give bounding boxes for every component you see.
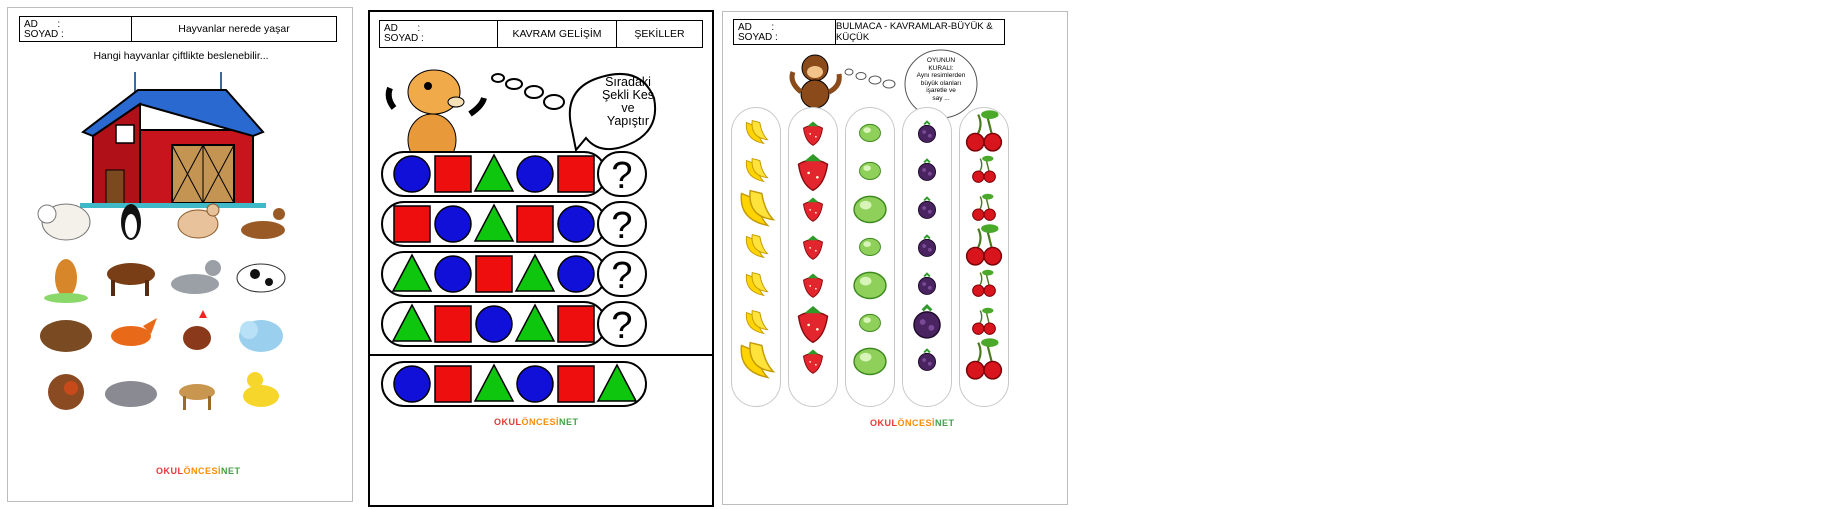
- worksheet-big-small: [722, 11, 1068, 505]
- fruit-column-items: [902, 12, 952, 506]
- answer-row: [382, 362, 646, 406]
- circle-shape: [517, 156, 553, 192]
- bubble-text: Sıradaki Şekli Kes ve Yapıştır: [601, 75, 655, 128]
- sequence-row: [382, 202, 646, 247]
- fruit-columns: [723, 12, 1069, 506]
- blackberry-icon[interactable]: [918, 198, 935, 219]
- sequence-row: [382, 302, 646, 347]
- circle-shape: [394, 366, 430, 402]
- name-label: AD : SOYAD :: [20, 17, 132, 41]
- strawberry-icon[interactable]: [804, 236, 823, 260]
- circle-shape: [435, 206, 471, 242]
- grape-icon[interactable]: [860, 314, 881, 331]
- logo: OKULÖNCESİNET: [156, 466, 241, 476]
- question-mark: ?: [611, 155, 633, 197]
- square-shape: [435, 156, 471, 192]
- question-mark: ?: [611, 255, 633, 297]
- rhino-icon: [105, 381, 157, 407]
- logo: OKULÖNCESİNET: [494, 417, 579, 427]
- shape-sequence-rows: [370, 12, 712, 505]
- answer-divider: [370, 354, 712, 356]
- fox-icon: [111, 318, 157, 346]
- worksheet-title: KAVRAM GELİŞİM: [512, 28, 602, 40]
- hen-icon: [178, 204, 219, 238]
- circle-shape: [558, 206, 594, 242]
- fruit-column-items: [845, 12, 895, 506]
- penguin-icon: [121, 204, 141, 240]
- square-shape: [517, 206, 553, 242]
- banana-icon[interactable]: [746, 273, 767, 296]
- horse-icon: [107, 263, 155, 296]
- elephant-icon: [239, 320, 283, 352]
- sheep-icon: [38, 204, 90, 240]
- kangaroo-icon: [44, 259, 88, 303]
- worksheet-title: Hayvanlar nerede yaşar: [178, 23, 290, 35]
- sequence-row: [382, 152, 646, 197]
- rooster-icon: [183, 310, 211, 350]
- bear-icon: [40, 320, 92, 352]
- cherry-icon[interactable]: [967, 110, 1002, 151]
- deer-icon: [241, 208, 285, 239]
- rule-text: OYUNUN KURALI: Aynı resimlerden büyük olanları işaretle ve say ...: [916, 57, 966, 102]
- cherry-icon[interactable]: [973, 194, 996, 221]
- circle-shape: [435, 256, 471, 292]
- strawberry-icon[interactable]: [804, 350, 823, 374]
- strawberry-icon[interactable]: [804, 122, 823, 146]
- blackberry-icon[interactable]: [918, 236, 935, 257]
- grape-icon[interactable]: [860, 124, 881, 141]
- banana-icon[interactable]: [741, 343, 773, 378]
- square-shape: [558, 306, 594, 342]
- fruit-column-items: [959, 12, 1009, 506]
- strawberry-icon[interactable]: [799, 154, 828, 190]
- banana-icon[interactable]: [746, 121, 767, 144]
- banana-icon[interactable]: [741, 191, 773, 226]
- worksheet-title: BULMACA - KAVRAMLAR-BÜYÜK & KÜÇÜK: [836, 21, 993, 43]
- banana-icon[interactable]: [746, 311, 767, 334]
- blackberry-icon[interactable]: [918, 274, 935, 295]
- deer-2-icon: [179, 384, 215, 410]
- square-shape: [435, 306, 471, 342]
- cherry-icon[interactable]: [967, 224, 1002, 265]
- name-label: AD : SOYAD :: [734, 20, 836, 44]
- name-header: [19, 16, 337, 42]
- turkey-icon: [48, 374, 84, 410]
- blackberry-icon[interactable]: [918, 160, 935, 181]
- worksheet-animals: [7, 7, 353, 502]
- cherry-icon[interactable]: [973, 308, 996, 335]
- square-shape: [558, 156, 594, 192]
- question-mark: ?: [611, 305, 633, 347]
- grape-icon[interactable]: [860, 162, 881, 179]
- animal-grid: [33, 196, 323, 411]
- seal-icon: [171, 260, 221, 294]
- square-shape: [476, 256, 512, 292]
- cherry-icon[interactable]: [967, 338, 1002, 379]
- name-label: AD : SOYAD :: [380, 21, 498, 47]
- circle-shape: [394, 156, 430, 192]
- fruit-column-items: [731, 12, 781, 506]
- grape-icon[interactable]: [854, 196, 886, 222]
- banana-icon[interactable]: [746, 159, 767, 182]
- sequence-row: [382, 252, 646, 297]
- square-shape: [558, 366, 594, 402]
- grape-icon[interactable]: [854, 348, 886, 374]
- cow-icon: [237, 264, 285, 292]
- grape-icon[interactable]: [854, 272, 886, 298]
- question-text: Hangi hayvanlar çiftlikte beslenebilir...: [93, 50, 269, 62]
- strawberry-icon[interactable]: [804, 274, 823, 298]
- banana-icon[interactable]: [746, 235, 767, 258]
- worksheet-subtitle: ŞEKİLLER: [616, 21, 702, 47]
- circle-shape: [517, 366, 553, 402]
- logo: OKULÖNCESİNET: [870, 418, 955, 428]
- blackberry-icon[interactable]: [914, 306, 940, 338]
- strawberry-icon[interactable]: [799, 306, 828, 342]
- fruit-column-items: [788, 12, 838, 506]
- circle-shape: [558, 256, 594, 292]
- blackberry-icon[interactable]: [918, 122, 935, 143]
- circle-shape: [476, 306, 512, 342]
- barn-illustration: [78, 70, 268, 210]
- worksheet-shapes: [368, 10, 714, 507]
- cherry-icon[interactable]: [973, 156, 996, 183]
- cherry-icon[interactable]: [973, 270, 996, 297]
- grape-icon[interactable]: [860, 238, 881, 255]
- square-shape: [394, 206, 430, 242]
- square-shape: [435, 366, 471, 402]
- question-mark: ?: [611, 205, 633, 247]
- strawberry-icon[interactable]: [804, 198, 823, 222]
- blackberry-icon[interactable]: [918, 350, 935, 371]
- duck-icon: [243, 372, 279, 407]
